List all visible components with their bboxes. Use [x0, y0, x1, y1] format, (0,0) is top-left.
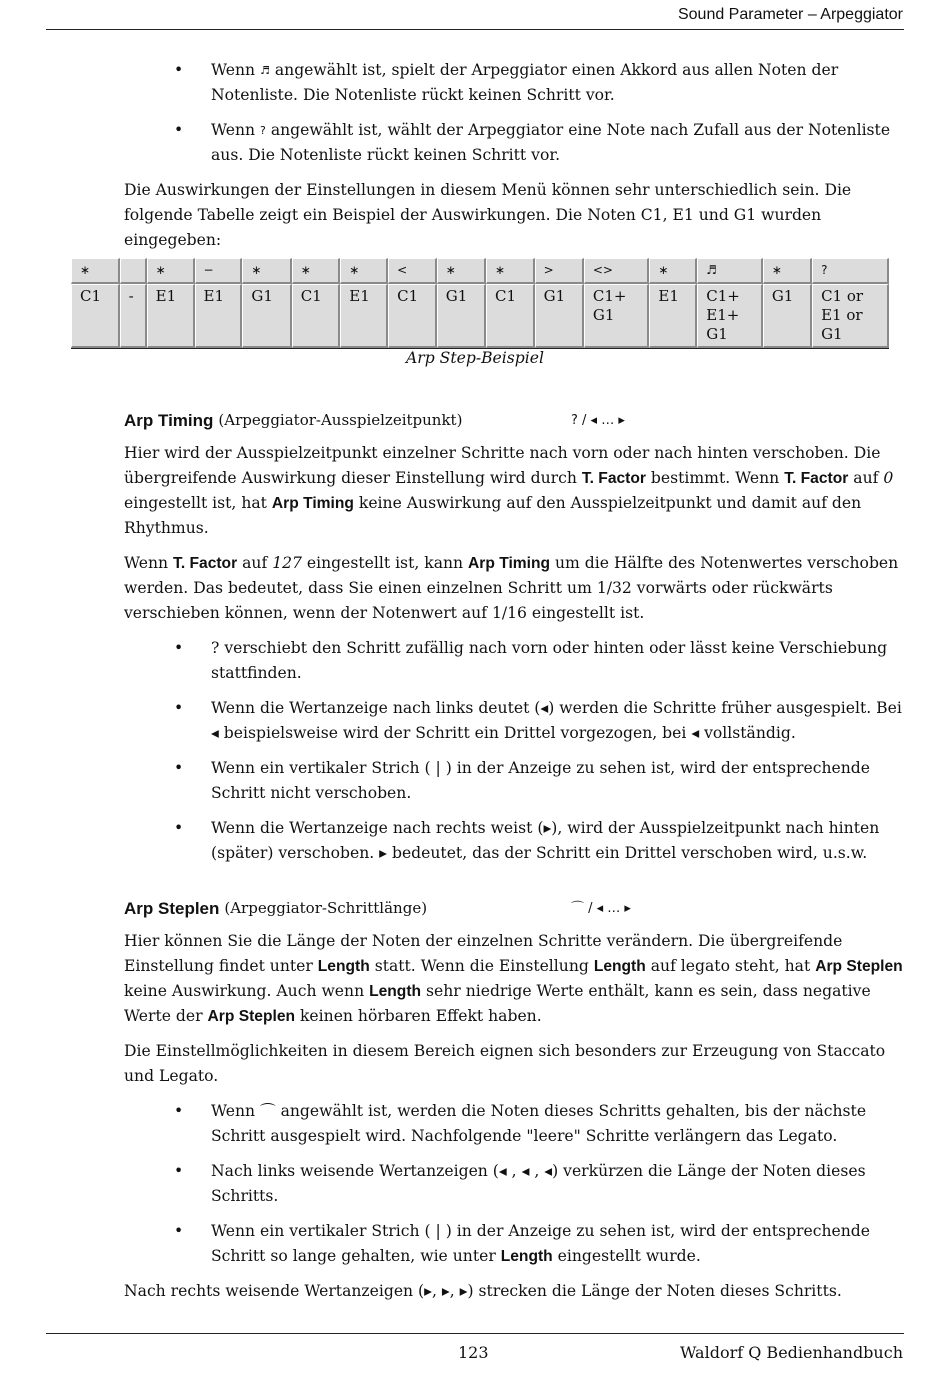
header-rule — [46, 29, 904, 30]
chord-icon: ♬ — [260, 64, 270, 77]
running-header: Sound Parameter – Arpeggiator — [677, 6, 903, 23]
table-symbol-row — [71, 258, 889, 284]
step-note-cell: G1 — [437, 284, 486, 348]
steplen-bullet: • Nach links weisende Wertanzeigen (◂ , ◂ , ◂) verkürzen die Länge der Noten dieses Schritts. — [174, 1162, 866, 1205]
step-note-cell: C1 or E1 or G1 — [812, 284, 889, 348]
step-symbol-cell: < — [388, 258, 437, 284]
steplen-paragraph-3: Nach rechts weisende Wertanzeigen (▸, ▸, ▸) strecken die Länge der Noten dieses Schritts. — [124, 1282, 842, 1300]
step-note-cell: G1 — [763, 284, 812, 348]
step-symbol-cell: ∗ — [242, 258, 291, 284]
bullet-text: angewählt ist, wählt der Arpeggiator eine Note nach Zufall aus der Notenliste aus. Die Notenliste rückt keinen Schritt vor. — [211, 121, 891, 164]
step-note-cell: C1 — [486, 284, 535, 348]
timing-paragraph-2: Wenn T. Factor auf 127 eingestellt ist, kann Arp Timing um die Hälfte des Notenwertes verschoben werden. Das bedeutet, dass Sie einen einzelnen Schritt um 1/32 vorwärts oder rückwärts verschieben können, wenn der Notenwert auf 1/16 eingestellt ist. — [124, 554, 899, 622]
step-symbol-cell: > — [535, 258, 584, 284]
footer-rule — [46, 1333, 904, 1334]
steplen-subtitle: (Arpeggiator-Schrittlänge) — [224, 899, 428, 917]
steplen-bullet: • Wenn ein vertikaler Strich ( | ) in der Anzeige zu sehen ist, wird der entsprechende Schritt so lange gehalten, wie unter Length eingestellt wurde. — [174, 1222, 870, 1265]
bullet-text: Wenn — [211, 61, 261, 79]
step-note-cell: C1 — [292, 284, 341, 348]
step-symbol-cell: ∗ — [649, 258, 697, 284]
random-icon: ? — [260, 124, 266, 137]
step-note-cell: E1 — [340, 284, 388, 348]
step-symbol-cell: ∗ — [71, 258, 120, 284]
steplen-range: ⌒ / ◂ … ▸ — [571, 901, 631, 916]
step-symbol-cell: ? — [812, 258, 889, 284]
step-note-cell: C1 — [71, 284, 120, 348]
steplen-bullet: • Wenn ⌒ angewählt ist, werden die Noten dieses Schritts gehalten, bis der nächste Schritt ausgespielt wird. Nachfolgende "leere" Schritte verlängern das Legato. — [174, 1102, 867, 1145]
step-symbol-cell — [120, 258, 147, 284]
timing-subtitle: (Arpeggiator-Ausspielzeitpunkt) — [218, 411, 463, 429]
step-note-cell: - — [120, 284, 147, 348]
steplen-section — [124, 882, 904, 1314]
bullet-text: Wenn — [211, 121, 261, 139]
timing-section — [124, 394, 904, 876]
arp-step-table — [71, 258, 889, 349]
step-note-cell: C1+ E1+ G1 — [697, 284, 763, 348]
step-symbol-cell: <> — [584, 258, 650, 284]
steplen-paragraph-2: Die Einstellmöglichkeiten in diesem Bereich eignen sich besonders zur Erzeugung von Staccato und Legato. — [124, 1042, 886, 1085]
step-symbol-cell: ♬ — [697, 258, 763, 284]
step-symbol-cell: ∗ — [147, 258, 195, 284]
timing-heading — [124, 408, 904, 433]
step-symbol-cell: ∗ — [292, 258, 341, 284]
table-caption: Arp Step-Beispiel — [406, 349, 544, 367]
steplen-title: Arp Steplen — [124, 899, 220, 918]
step-note-cell: G1 — [242, 284, 291, 348]
step-note-cell: E1 — [649, 284, 697, 348]
book-title: Waldorf Q Bedienhandbuch — [679, 1343, 903, 1362]
step-symbol-cell: ∗ — [437, 258, 486, 284]
step-note-cell: C1 — [388, 284, 437, 348]
page-number: 123 — [458, 1343, 489, 1362]
step-note-cell: E1 — [147, 284, 195, 348]
table-note-row — [71, 284, 889, 348]
timing-title: Arp Timing — [124, 411, 214, 430]
timing-range: ? / ◂ … ▸ — [571, 413, 625, 428]
intro-paragraph: Die Auswirkungen der Einstellungen in diesem Menü können sehr unterschiedlich sein. Die folgende Tabelle zeigt ein Beispiel der Auswirkungen. Die Noten C1, E1 und G1 wurden eingegeben: — [124, 181, 852, 249]
step-symbol-cell: − — [195, 258, 243, 284]
bullet-chord: • Wenn ♬ angewählt ist, spielt der Arpeggiator einen Akkord aus allen Noten der Notenliste. Die Notenliste rückt keinen Schritt vor. — [174, 61, 839, 104]
bullet-random: • Wenn ? angewählt ist, wählt der Arpeggiator eine Note nach Zufall aus der Notenliste aus. Die Notenliste rückt keinen Schritt vor. — [174, 121, 891, 164]
page-body — [124, 58, 904, 263]
step-note-cell: C1+ G1 — [584, 284, 650, 348]
step-note-cell: G1 — [535, 284, 584, 348]
steplen-heading — [124, 896, 904, 921]
steplen-paragraph-1: Hier können Sie die Länge der Noten der einzelnen Schritte verändern. Die übergreifende Einstellung findet unter Length statt. Wenn die Einstellung Length auf legato steht, hat Arp Steplen keine Auswirkung. Auch wenn Length sehr niedrige Werte enthält, kann es sein, dass negative Werte der Arp Steplen keinen hörbaren Effekt haben. — [124, 932, 903, 1025]
step-symbol-cell: ∗ — [340, 258, 388, 284]
timing-paragraph-1: Hier wird der Ausspielzeitpunkt einzelner Schritte nach vorn oder nach hinten verschoben. Die übergreifende Auswirkung dieser Einstellung wird durch T. Factor bestimmt. Wenn T. Factor auf 0 eingestellt ist, hat Arp Timing keine Auswirkung auf den Ausspielzeitpunkt und damit auf den Rhythmus. — [124, 444, 894, 537]
bullet-text: angewählt ist, spielt der Arpeggiator einen Akkord aus allen Noten der Notenliste. Die Notenliste rückt keinen Schritt vor. — [211, 61, 839, 104]
step-note-cell: E1 — [195, 284, 243, 348]
timing-bullet: • Wenn ein vertikaler Strich ( | ) in der Anzeige zu sehen ist, wird der entsprechende Schritt nicht verschoben. — [174, 759, 870, 802]
step-symbol-cell: ∗ — [763, 258, 812, 284]
timing-bullet: • ? verschiebt den Schritt zufällig nach vorn oder hinten oder lässt keine Verschiebung stattfinden. — [174, 639, 888, 682]
timing-bullet: • Wenn die Wertanzeige nach links deutet (◂) werden die Schritte früher ausgespielt. Bei ◂ beispielsweise wird der Schritt ein Drittel vorgezogen, bei ◂ vollständig. — [174, 699, 902, 742]
step-symbol-cell: ∗ — [486, 258, 535, 284]
timing-bullet: • Wenn die Wertanzeige nach rechts weist (▸), wird der Ausspielzeitpunkt nach hinten (später) verschoben. ▸ bedeutet, das der Schritt ein Drittel verschoben wird, u.s.w. — [174, 819, 880, 862]
